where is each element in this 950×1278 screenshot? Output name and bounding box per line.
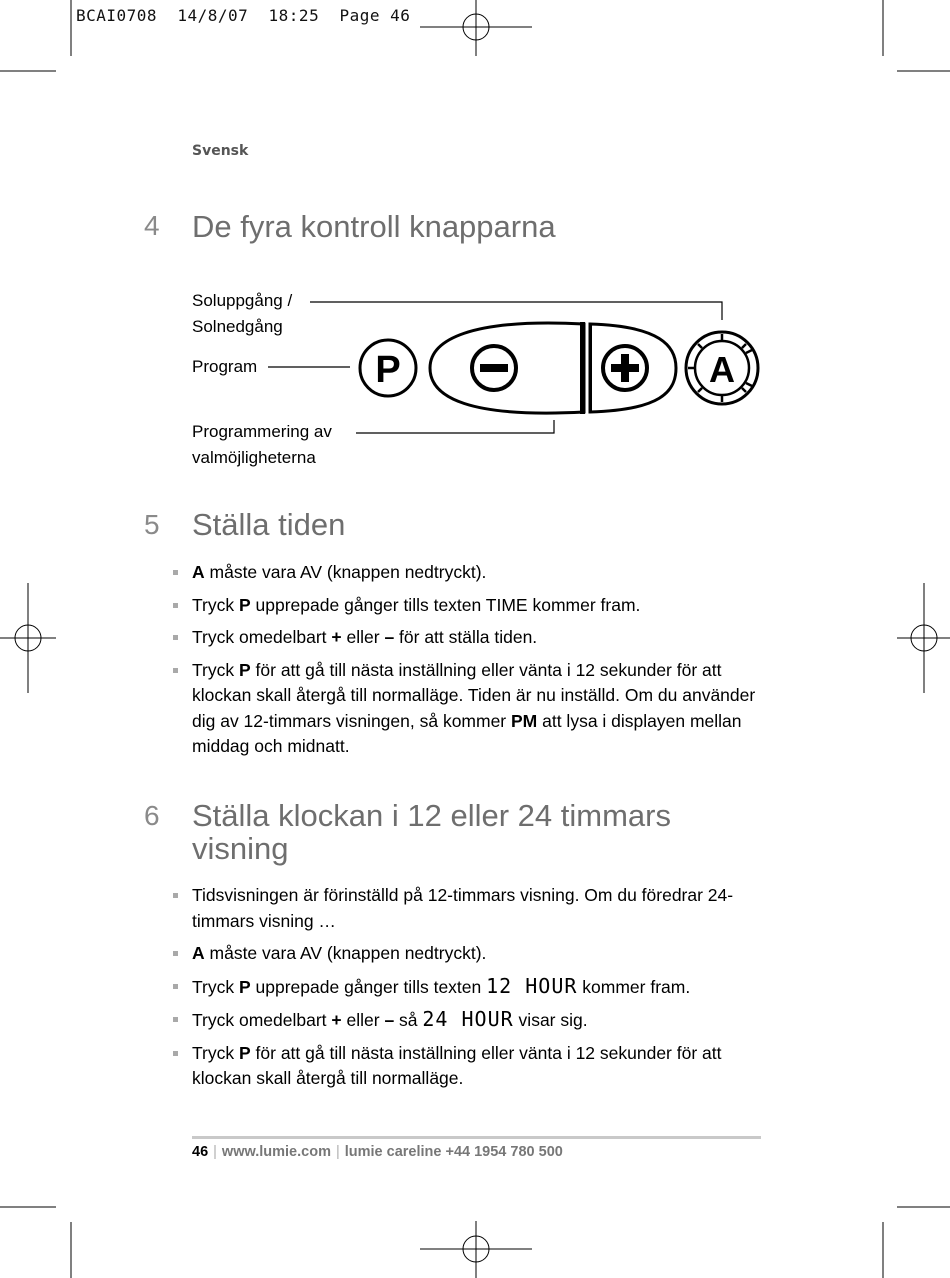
- section5-list: [172, 560, 772, 767]
- list-item: A måste vara AV (knappen nedtryckt).: [172, 560, 772, 586]
- list-item: Tryck P upprepade gånger tills texten TIME kommer fram.: [172, 593, 772, 619]
- slug-job: BCAI0708: [76, 6, 158, 25]
- section-title: De fyra kontroll knapparna: [192, 209, 556, 244]
- section-number: 6: [144, 800, 160, 831]
- lcd-text: 12 HOUR: [486, 973, 578, 998]
- p-button-letter: P: [375, 349, 401, 391]
- list-item: Tryck omedelbart + eller – för att ställa tiden.: [172, 625, 772, 651]
- a-button: [686, 332, 758, 404]
- control-buttons-diagram: [0, 0, 950, 500]
- options-label: Programmering av valmöjligheterna: [192, 422, 332, 467]
- sunrise-label: Soluppgång / Solnedgång: [192, 291, 293, 336]
- rocker-button: [430, 322, 676, 414]
- list-item: Tidsvisningen är förinställd på 12-timmars visning. Om du föredrar 24-timmars visning …: [172, 883, 772, 934]
- section-title: Ställa tiden: [192, 507, 346, 542]
- section-title: Ställa klockan i 12 eller 24 timmars visning: [192, 798, 671, 866]
- section-number: 5: [144, 509, 160, 540]
- a-button-letter: A: [709, 349, 735, 390]
- slug-page: Page 46: [339, 6, 411, 25]
- footer-rule: [192, 1136, 761, 1139]
- list-item: Tryck P upprepade gånger tills texten 12 HOUR kommer fram.: [172, 974, 772, 1001]
- list-item: Tryck P för att gå till nästa inställning eller vänta i 12 sekunder för att klockan skall återgå till normalläge. Tiden är nu inställd. Om du använder dig av 12-timmars visningen, så kommer PM att lysa i displayen mellan middag och midnatt.: [172, 658, 772, 760]
- slug-date: 14/8/07: [177, 6, 249, 25]
- page-footer: [192, 1144, 563, 1160]
- careline-text: lumie careline +44 1954 780 500: [344, 1144, 563, 1160]
- list-item: Tryck omedelbart + eller – så 24 HOUR visar sig.: [172, 1007, 772, 1034]
- page-number: 46: [192, 1144, 209, 1160]
- section6-list: [172, 883, 772, 1099]
- p-button: [360, 340, 416, 396]
- divider: |: [335, 1144, 340, 1160]
- website-link[interactable]: www.lumie.com: [221, 1144, 331, 1160]
- list-item: Tryck P för att gå till nästa inställning eller vänta i 12 sekunder för att klockan skall återgå till normalläge.: [172, 1041, 772, 1092]
- minus-icon: [472, 346, 516, 390]
- program-label: Program: [192, 357, 258, 376]
- list-item: A måste vara AV (knappen nedtryckt).: [172, 941, 772, 967]
- plus-icon: [603, 346, 647, 390]
- section-number: 4: [144, 210, 160, 241]
- lcd-text: 24 HOUR: [422, 1007, 514, 1031]
- slug-time: 18:25: [268, 6, 320, 25]
- language-label: Svensk: [192, 143, 249, 159]
- divider: |: [213, 1144, 217, 1160]
